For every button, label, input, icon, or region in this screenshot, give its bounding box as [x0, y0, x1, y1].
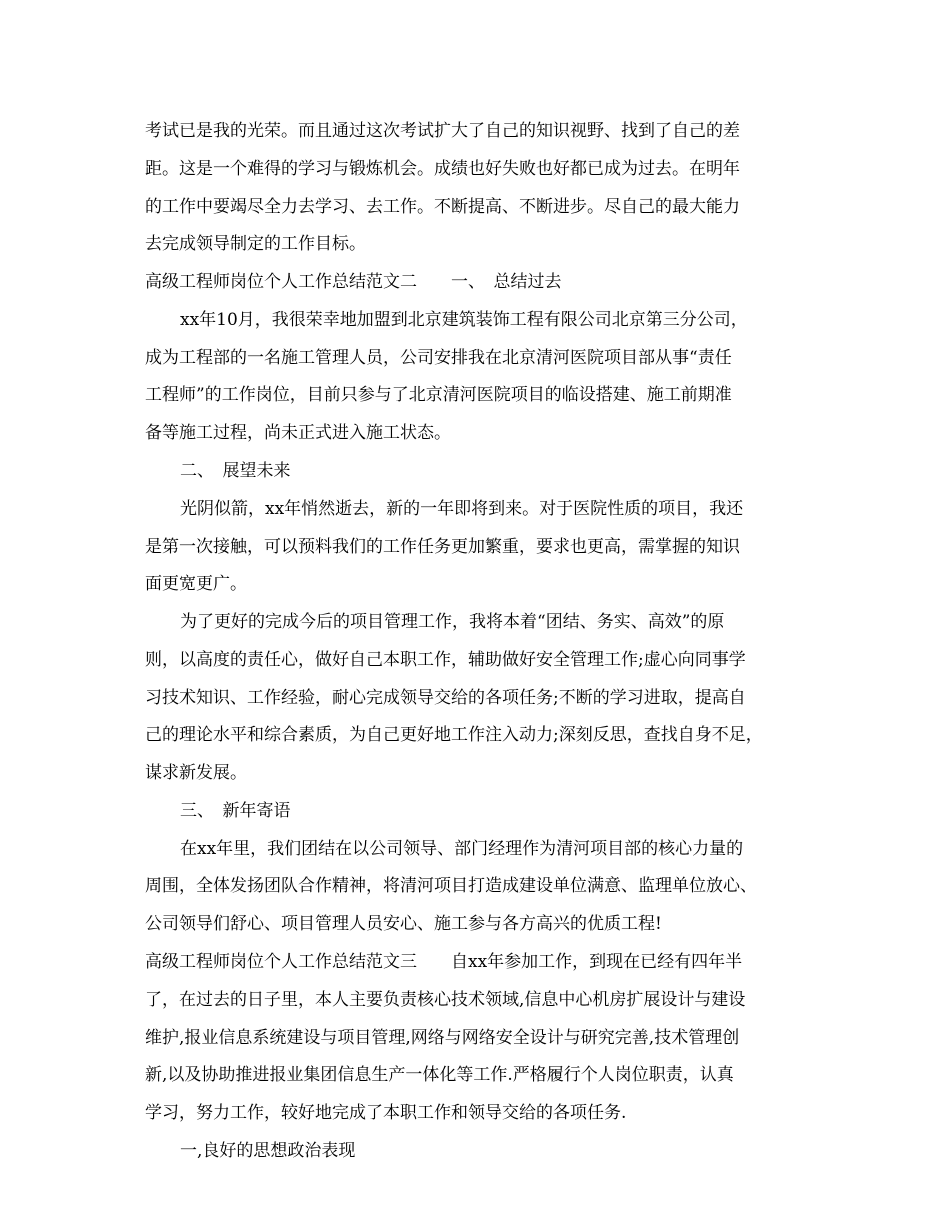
text-line: 周围，全体发扬团队合作精神，将清河项目打造成建设单位满意、监理单位放心、: [145, 876, 757, 896]
text-line: 新,以及协助推进报业集团信息生产一体化等工作.严格履行个人岗位职责，认真: [145, 1065, 734, 1085]
text-line: 面更宽更广。: [145, 574, 247, 594]
text-line: 去完成领导制定的工作目标。: [145, 234, 366, 254]
text-line: 光阴似箭，xx年悄然逝去，新的一年即将到来。对于医院性质的项目，我还: [180, 499, 744, 519]
text-line: 三、 新年寄语: [180, 801, 291, 821]
text-line: 一,良好的思想政治表现: [180, 1141, 356, 1161]
text-line: 公司领导们舒心、项目管理人员安心、施工参与各方高兴的优质工程!: [145, 914, 662, 934]
text-line: 是第一次接触，可以预料我们的工作任务更加繁重，要求也更高，需掌握的知识: [145, 537, 740, 557]
text-line: xx年10月，我很荣幸地加盟到北京建筑装饰工程有限公司北京第三分公司，: [180, 310, 748, 330]
text-line: 己的理论水平和综合素质，为自己更好地工作注入动力;深刻反思，查找自身不足，: [145, 725, 763, 745]
text-line: 维护,报业信息系统建设与项目管理,网络与网络安全设计与研究完善,技术管理创: [145, 1028, 740, 1048]
text-line: 则，以高度的责任心，做好自己本职工作，辅助做好安全管理工作;虚心向同事学: [145, 650, 746, 670]
text-line: 考试已是我的光荣。而且通过这次考试扩大了自己的知识视野、找到了自己的差: [145, 121, 740, 141]
text-line: 了，在过去的日子里，本人主要负责核心技术领域,信息中心机房扩展设计与建设: [145, 990, 746, 1010]
text-line: 的工作中要竭尽全力去学习、去工作。不断提高、不断进步。尽自己的最大能力: [145, 197, 740, 217]
text-line: 谋求新发展。: [145, 763, 247, 783]
text-line: 工程师”的工作岗位，目前只参与了北京清河医院项目的临设搭建、施工前期准: [145, 385, 732, 405]
text-line: 距。这是一个难得的学习与锻炼机会。成绩也好失败也好都已成为过去。在明年: [145, 159, 740, 179]
text-line: 二、 展望未来: [180, 461, 291, 481]
text-line: 为了更好的完成今后的项目管理工作，我将本着“团结、务实、高效”的原: [180, 612, 725, 632]
text-line: 习技术知识、工作经验，耐心完成领导交给的各项任务;不断的学习进取，提高自: [145, 688, 746, 708]
text-line: 学习，努力工作，较好地完成了本职工作和领导交给的各项任务.: [145, 1103, 627, 1123]
text-line: 高级工程师岗位个人工作总结范文三 自xx年参加工作，到现在已经有四年半: [145, 952, 743, 972]
text-line: 高级工程师岗位个人工作总结范文二 一、 总结过去: [145, 272, 562, 292]
text-line: 在xx年里，我们团结在以公司领导、部门经理作为清河项目部的核心力量的: [180, 839, 744, 859]
text-line: 成为工程部的一名施工管理人员，公司安排我在北京清河医院项目部从事“责任: [145, 348, 732, 368]
text-line: 备等施工过程，尚未正式进入施工状态。: [145, 423, 451, 443]
